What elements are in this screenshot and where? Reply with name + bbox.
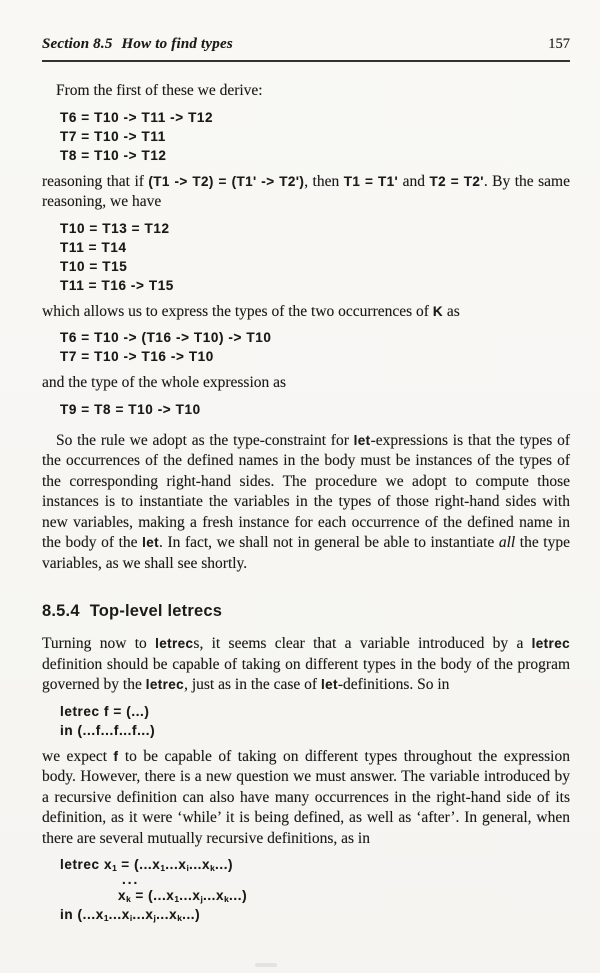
code-line: letrec f = (...) bbox=[60, 703, 150, 719]
section-label: Section 8.5 bbox=[42, 36, 113, 52]
code-block-equalities bbox=[60, 219, 570, 295]
code-block-whole-expression-type bbox=[60, 400, 570, 419]
header-rule bbox=[42, 60, 570, 62]
paragraph-reasoning: reasoning that if (T1 -> T2) = (T1' -> T2'), then T1 = T1' and T2 = T2'. By the same reasoning, we have bbox=[42, 172, 570, 210]
scan-artifact bbox=[255, 963, 277, 967]
running-head-title bbox=[42, 36, 233, 53]
running-head bbox=[42, 36, 570, 53]
code-line: $x_k = (...x_1...x_j...x_k...)$ bbox=[118, 888, 248, 904]
page-title: How to find types bbox=[121, 36, 233, 52]
code-block-k-types bbox=[60, 328, 570, 366]
code-line: T6 = T10 -> (T16 -> T10) -> T10 bbox=[60, 330, 272, 345]
paragraph-letrec-intro: Turning now to letrecs, it seems clear that a variable introduced by a letrec definition should be capable of taking on different types in the body of the program governed by the letrec, just as in the case of let-definitions. So in bbox=[42, 635, 570, 693]
code-line: in $(...x_1...x_i...x_j...x_k...)$ bbox=[60, 907, 201, 923]
code-line: T6 = T10 -> T11 -> T12 bbox=[60, 109, 214, 125]
code-line: letrec $x_1 = (...x_1...x_i...x_k...)$ bbox=[60, 857, 234, 873]
code-line: T9 = T8 = T10 -> T10 bbox=[60, 401, 201, 417]
code-line: T7 = T10 -> T16 -> T10 bbox=[60, 349, 214, 364]
code-line: T7 = T10 -> T11 bbox=[60, 128, 166, 144]
code-line: T10 = T13 = T12 bbox=[60, 220, 170, 236]
paragraph-occurrences-of-k: which allows us to express the types of the two occurrences of K as bbox=[42, 302, 460, 320]
paragraph-let-rule: So the rule we adopt as the type-constraint for let-expressions is that the types of the occurrences of the defined names in the body must be instances of the types of the corresponding right-hand sides. The procedure we adopt to compute those instances is to instantiate the variables in the types of those right-hand sides with new variables, making a fresh instance for each occurrence of the defined name in the body of the let. In fact, we shall not in general be able to instantiate all the type variables, as we shall see shortly. bbox=[42, 431, 570, 572]
code-line: T11 = T16 -> T15 bbox=[60, 277, 174, 293]
section-heading-number: 8.5.4 bbox=[42, 602, 80, 620]
page-number: 157 bbox=[548, 36, 570, 52]
code-line: T10 = T15 bbox=[60, 258, 128, 274]
section-heading bbox=[42, 602, 570, 621]
section-heading-title: Top-level letrecs bbox=[89, 602, 223, 620]
paragraph-derive-intro: From the first of these we derive: bbox=[56, 82, 263, 99]
paragraph-letrec-body: we expect f to be capable of taking on different types throughout the expression body. However, there is a new question we must answer. The variable introduced by a recursive definition can also have many occurrences in the right-hand side of its definition, as it were ‘while’ it is being defined, as well as ‘after’. In general, when there are several mutually recursive definitions, as in bbox=[42, 747, 570, 847]
code-block-derived-types bbox=[60, 108, 570, 165]
code-line-ellipsis: ... bbox=[122, 872, 140, 887]
code-block-letrec-mutual bbox=[60, 855, 570, 924]
code-line: in (...f...f...f...) bbox=[60, 722, 156, 738]
code-line: T8 = T10 -> T12 bbox=[60, 147, 167, 163]
code-line: T11 = T14 bbox=[60, 239, 127, 255]
paragraph-whole-expression: and the type of the whole expression as bbox=[42, 374, 287, 391]
code-block-letrec-f bbox=[60, 702, 570, 740]
